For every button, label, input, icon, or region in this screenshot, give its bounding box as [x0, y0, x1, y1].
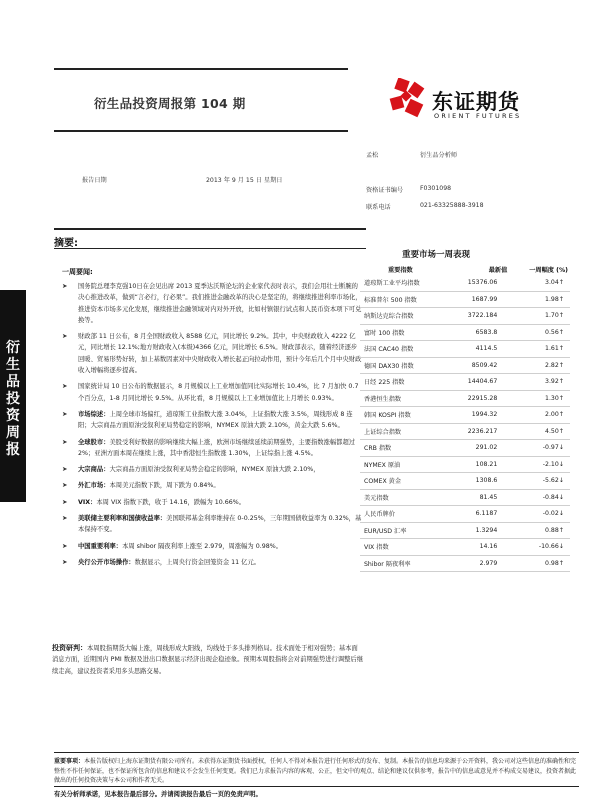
table-row	[360, 357, 570, 374]
list-item	[62, 541, 362, 552]
cell-change: -0.84↓	[509, 489, 570, 506]
disclaimer-bottom-rule	[54, 786, 579, 787]
bullet-arrow-icon: ➤	[62, 465, 68, 474]
table-header-row	[360, 263, 570, 275]
cell-value: 81.45	[448, 489, 510, 506]
logo-english: ORIENT FUTURES	[434, 112, 522, 120]
cell-name: 人民币牌价	[360, 506, 448, 523]
cell-value: 1308.6	[448, 473, 510, 490]
cell-value: 2.979	[448, 555, 510, 572]
item-label: 美联储主要利率和国债收益率：	[78, 515, 167, 523]
cell-change: 1.70↑	[509, 308, 570, 325]
logo-name: 东证期货	[432, 90, 520, 114]
cell-change: -5.62↓	[509, 473, 570, 490]
disclaimer-top-rule	[54, 752, 579, 753]
col-header-value: 最新值	[488, 266, 508, 274]
date-value: 2013 年 9 月 15 日 星期日	[206, 177, 283, 184]
table-row	[360, 291, 570, 308]
table-row	[360, 423, 570, 440]
bullet-arrow-icon: ➤	[62, 409, 68, 418]
cell-change: 1.61↑	[509, 341, 570, 358]
item-text: 大宗商品方面原油受叙利亚局势会稳定的影响，NYMEX 原油大跌 2.10%，	[109, 466, 320, 474]
cell-value: 1.3294	[448, 522, 510, 539]
bullet-arrow-icon: ➤	[62, 541, 68, 550]
cell-change: 2.00↑	[509, 407, 570, 424]
item-label: 全球股市：	[78, 438, 110, 446]
disclaimer	[54, 757, 579, 786]
cell-value: 108.21	[448, 456, 510, 473]
cell-value: 4114.5	[448, 341, 510, 358]
side-char: 生	[6, 357, 20, 373]
cell-name: EUR/USD 汇率	[360, 522, 448, 539]
table-row	[360, 539, 570, 556]
item-label: 大宗商品：	[78, 466, 110, 474]
cell-change: -10.66↓	[509, 539, 570, 556]
disclaimer-label: 重要事项：	[54, 758, 85, 765]
list-item	[62, 557, 362, 568]
col-header-index: 重要指数	[388, 266, 413, 274]
item-text: 上周全球市场偏红，道琼斯工业指数大涨 3.04%，上证指数大涨 3.5%，周线形成 8 连阳；大宗商品方面原油受叙利亚局势稳定的影响，NYMEX 原油大跌 2.10%，黄金大跌 5.6%。	[78, 410, 353, 430]
list-item	[62, 331, 362, 376]
table-row	[360, 324, 570, 341]
cell-value: 291.02	[448, 440, 510, 457]
cell-value: 6583.8	[448, 324, 510, 341]
header-top-rule	[54, 68, 348, 70]
table-row	[360, 522, 570, 539]
cell-change: 2.82↑	[509, 357, 570, 374]
bullet-arrow-icon: ➤	[62, 557, 68, 566]
table-row	[360, 407, 570, 424]
bullet-arrow-icon: ➤	[62, 382, 68, 391]
cell-name: NYMEX 原油	[360, 456, 448, 473]
cell-value: 14404.67	[448, 374, 510, 391]
phone-label: 联系电话	[366, 204, 391, 211]
cell-name: 日经 225 指数	[360, 374, 448, 391]
list-item	[62, 409, 362, 432]
cell-change: 3.92↑	[509, 374, 570, 391]
side-char: 报	[6, 442, 20, 458]
cell-name: 道琼斯工业平均指数	[360, 275, 448, 291]
summary-title: 摘要:	[54, 238, 78, 249]
list-item	[62, 381, 362, 404]
side-label	[0, 290, 26, 502]
cert-label: 资格证书编号	[366, 187, 404, 194]
cell-name: 富时 100 指数	[360, 324, 448, 341]
item-text: 国家统计局 10 日公布的数据显示，8 月规模以上工业增加值同比实际增长 10.4%，比 7 月加快 0.7 个百分点，1-8 月同比增长 9.5%。从环比看，8 月规模以上工业增加值比上月增长 0.93%。	[78, 383, 359, 402]
col-header-change: 一周幅度 (%)	[529, 266, 568, 274]
cell-change: 0.88↑	[509, 522, 570, 539]
cell-change: 0.98↑	[509, 555, 570, 572]
side-char: 周	[6, 425, 20, 441]
bullet-arrow-icon: ➤	[62, 282, 68, 290]
list-item	[62, 513, 362, 536]
cell-name: 纳斯达克综合指数	[360, 308, 448, 325]
item-label: VIX：	[78, 498, 97, 506]
list-item	[62, 464, 362, 475]
cell-value: 15376.06	[448, 275, 510, 291]
cell-change: -2.10↓	[509, 456, 570, 473]
cell-change: 4.50↑	[509, 423, 570, 440]
cell-value: 2236.217	[448, 423, 510, 440]
table-row	[360, 341, 570, 358]
analyst-role: 衍生品分析师	[420, 152, 458, 159]
table-row	[360, 473, 570, 490]
cell-name: 标准普尔 500 指数	[360, 291, 448, 308]
cell-value: 1994.32	[448, 407, 510, 424]
cell-name: 香港恒生指数	[360, 390, 448, 407]
item-text: 本周美元指数下跌，周下跌为 0.84%。	[109, 482, 220, 490]
strategy-label: 投资研判：	[52, 644, 87, 652]
bullet-arrow-icon: ➤	[62, 437, 68, 446]
list-item	[62, 480, 362, 491]
date-label: 报告日期	[82, 177, 107, 184]
summary-sep-rule	[54, 248, 366, 249]
strategy-text: 本周股指期货大幅上涨，周线形成大阳线，均线处于多头排列格局。技术面处于相对强势；基本面消息方面，近期国内 PMI 数据及进出口数据显示经济出现企稳迹象。预期本周股指将会对前期强势进行调整后继续走高，建议投资者采用多头思路交易。	[52, 645, 364, 675]
phone-value: 021-63325888-3918	[420, 202, 484, 209]
cell-name: CRB 指数	[360, 440, 448, 457]
cell-value: 1687.99	[448, 291, 510, 308]
item-label: 外汇市场：	[78, 482, 110, 490]
cell-name: 韩国 KOSPI 指数	[360, 407, 448, 424]
cell-name: Shibor 隔夜利率	[360, 555, 448, 572]
header-bottom-rule	[54, 130, 348, 132]
item-text: 本周 shibor 隔夜利率上涨至 2.979，周涨幅为 0.98%。	[122, 542, 283, 550]
cell-name: COMEX 黄金	[360, 473, 448, 490]
side-char: 衍	[6, 340, 20, 356]
table-row	[360, 275, 570, 291]
cell-value: 8509.42	[448, 357, 510, 374]
item-text: 财政部 11 日公布，8 月全国财政收入 8588 亿元，同比增长 9.2%。其中，中央财政收入 4222 亿元，同比增长 12.1%;地方财政收入(本级)4366 亿元，同比增长 6.5%。财政部表示，随着经济逐步回暖、贸易形势好转，加上基数因素对中央财政收入增长起正向拉动作用，预计今年后几个月中央财政收入增幅将逐步提高。	[78, 333, 362, 375]
bullet-arrow-icon: ➤	[62, 514, 68, 523]
cell-change: 1.30↑	[509, 390, 570, 407]
summary-top-rule	[54, 228, 366, 230]
market-table-title: 重要市场一周表现	[402, 250, 471, 260]
cell-name: 上证综合指数	[360, 423, 448, 440]
cell-value: 14.16	[448, 539, 510, 556]
cell-name: VIX 指数	[360, 539, 448, 556]
item-text: 美股受利好数据的影响继续大幅上涨，欧洲市场继续延续前期强势，主要指数涨幅都超过 2%；亚洲方面本周在继续上涨，其中香港恒生指数涨 1.30%，上证综指上涨 4.5%。	[78, 438, 356, 457]
cert-value: F0301098	[420, 185, 452, 192]
bullet-arrow-icon: ➤	[62, 497, 68, 506]
cell-name: 美元指数	[360, 489, 448, 506]
cell-value: 22915.28	[448, 390, 510, 407]
cell-name: 德国 DAX30 指数	[360, 357, 448, 374]
table-row	[360, 555, 570, 572]
bullet-arrow-icon: ➤	[62, 481, 68, 490]
disclaimer-footnote: 有关分析师承诺，见本报告最后部分。并请阅读报告最后一页的免责声明。	[54, 791, 262, 798]
cell-value: 6.1187	[448, 506, 510, 523]
cell-name: 法国 CAC40 指数	[360, 341, 448, 358]
item-text: 美国联邦基金利率维持在 0-0.25%，三年期国债收益率为 0.32%，基本保持不变。	[78, 515, 362, 534]
report-title: 衍生品投资周报第 104 期	[94, 96, 246, 111]
list-item	[62, 437, 362, 460]
logo-mark-icon	[388, 78, 430, 120]
item-text: 数据显示，上周央行资金回笼资金 11 亿元。	[134, 558, 261, 566]
cell-change: 1.98↑	[509, 291, 570, 308]
table-row	[360, 308, 570, 325]
bullet-arrow-icon: ➤	[62, 332, 68, 341]
side-char: 资	[6, 408, 20, 424]
investment-strategy	[52, 643, 364, 677]
side-char: 投	[6, 391, 20, 407]
cell-change: 3.04↑	[509, 275, 570, 291]
table-row	[360, 390, 570, 407]
item-text: 国务院总理李克强10日在会见出席 2013 夏季达沃斯论坛的企业家代表时表示，我们会用壮士断腕的决心推进改革，做到“言必行，行必果”。我们推进金融改革的决心是坚定的，将继续推进利率市场化，推进资本市场多元化发展，继续推进金融领域对内对外开放，比如村镇银行试点和人民币资本项下可兑换等。	[78, 283, 362, 324]
disclaimer-text: 本报告版权归上海东证期货有限公司所有。未获得东证期货书面授权，任何人不得对本报告进行任何形式的发布、复制。本报告的信息均来源于公开资料，我公司对这些信息的准确性和完整性不作任何保证，也不保证所包含的信息和建议不会发生任何变更。我们已力求报告内容的客观、公正，但文中的观点、结论和建议仅供参考，报告中的信息或意见并不构成交易建议，投资者据此做出的任何投资决策与本公司和作者无关。	[54, 758, 577, 784]
cell-change: -0.02↓	[509, 506, 570, 523]
company-logo	[388, 78, 538, 128]
market-table	[360, 263, 570, 572]
side-char: 品	[6, 374, 20, 390]
cell-change: 0.56↑	[509, 324, 570, 341]
table-row	[360, 456, 570, 473]
list-item	[62, 497, 362, 508]
news-list	[62, 281, 362, 573]
item-label: 中国重要利率：	[78, 542, 123, 550]
list-item	[62, 281, 362, 326]
news-section-title: 一周要闻:	[62, 268, 93, 276]
item-label: 央行公开市场操作：	[78, 558, 135, 566]
item-label: 市场综述：	[78, 410, 110, 418]
cell-change: -0.97↓	[509, 440, 570, 457]
cell-value: 3722.184	[448, 308, 510, 325]
item-text: 本周 VIX 指数下跌，收于 14.16，跌幅为 10.66%。	[96, 498, 246, 506]
table-row	[360, 489, 570, 506]
analyst-name: 孟松	[366, 152, 379, 159]
table-row	[360, 374, 570, 391]
table-row	[360, 440, 570, 457]
table-row	[360, 506, 570, 523]
